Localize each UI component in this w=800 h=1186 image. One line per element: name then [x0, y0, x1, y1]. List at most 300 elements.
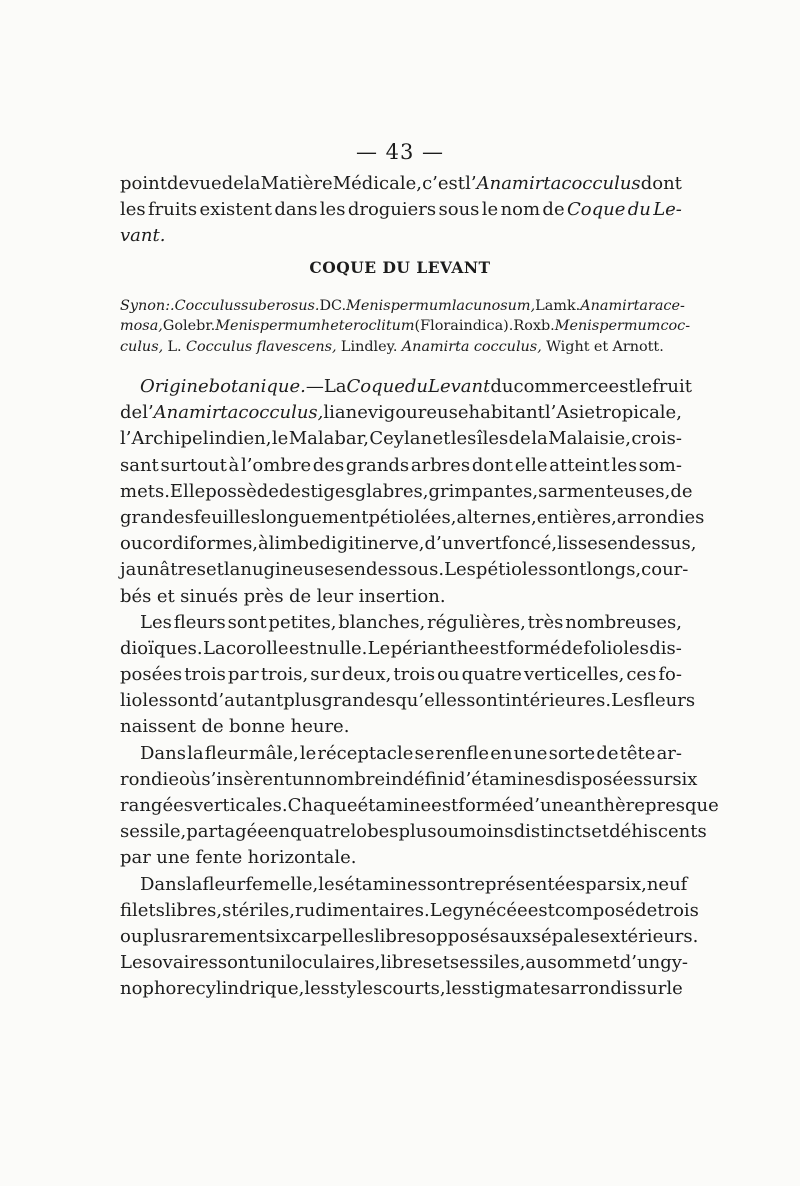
word: grandes	[120, 506, 194, 528]
word: droguiers	[347, 199, 437, 221]
word: possède	[205, 480, 279, 502]
word: la	[186, 873, 203, 895]
word: Roxb.	[513, 318, 555, 335]
word: Chaque	[287, 795, 358, 816]
word: Wight	[546, 338, 590, 355]
word: formé	[506, 637, 561, 659]
word: vert	[464, 533, 502, 555]
word: feuilles	[193, 506, 260, 528]
word: trois	[184, 664, 226, 686]
word: rangées	[120, 795, 193, 816]
italic-word: Le-	[653, 199, 682, 221]
word: sous	[438, 199, 480, 221]
text-line	[120, 688, 696, 714]
word: d’un	[424, 533, 465, 555]
word: les	[445, 978, 472, 1000]
word: le	[481, 199, 499, 221]
text-line	[120, 872, 688, 898]
word: mâle,	[248, 742, 299, 764]
word: Malaisie,	[548, 428, 631, 450]
word: réceptacle	[317, 742, 414, 764]
italic-word: Cocculus	[174, 298, 241, 314]
italic-word: mosa,	[120, 318, 163, 335]
word: nulle.	[316, 637, 368, 659]
word: verticales.	[193, 795, 288, 816]
word: corolle	[225, 637, 289, 659]
word: longs,	[586, 559, 642, 581]
text-line	[120, 171, 682, 197]
word: les	[318, 873, 344, 895]
word: et	[156, 585, 175, 607]
word: jaunâtres	[120, 559, 206, 581]
italic-word: lacunosum,	[451, 298, 536, 314]
word: Le	[367, 637, 391, 659]
word: fruit	[652, 376, 692, 397]
word: distincts	[513, 821, 592, 843]
italic-word: :.	[165, 298, 175, 314]
word: en	[490, 742, 513, 764]
word: fruits	[148, 199, 198, 221]
word: sur	[642, 768, 673, 790]
word: ovaires	[151, 952, 218, 974]
word: à	[258, 533, 269, 555]
word: représentées	[465, 873, 586, 895]
text-line	[120, 337, 682, 357]
word: sont	[547, 559, 587, 581]
word: ar-	[656, 742, 682, 764]
word: dioïques.	[120, 637, 203, 659]
word: où	[178, 768, 202, 790]
word: bés	[120, 585, 152, 607]
word: par	[120, 847, 151, 869]
word: dis-	[649, 637, 682, 659]
word: une	[156, 847, 191, 869]
word: indien,	[208, 428, 272, 450]
word: sont	[426, 873, 466, 895]
word: le	[299, 742, 317, 764]
word: gy-	[660, 952, 688, 974]
word: l’	[465, 173, 477, 194]
word: est	[527, 899, 555, 921]
word: le	[635, 376, 653, 397]
word: dont	[471, 454, 514, 476]
word: blanches,	[338, 611, 426, 633]
word: trois	[393, 664, 436, 686]
word: de	[670, 480, 693, 502]
text-line	[120, 400, 682, 426]
word: heure.	[290, 716, 350, 738]
word: régulières,	[427, 611, 526, 633]
word: Elle	[169, 480, 206, 502]
section-heading: COQUE DU LEVANT	[309, 258, 491, 277]
word: sépales	[531, 925, 600, 947]
word: très	[527, 611, 564, 633]
word: s’insèrent	[201, 768, 292, 790]
text-line	[120, 584, 682, 610]
word: indica).	[458, 318, 514, 335]
italic-word: du	[627, 199, 651, 221]
word: opposés	[425, 925, 500, 947]
word: som-	[638, 454, 682, 476]
italic-word: cocculus,	[473, 338, 542, 355]
word: L.	[167, 338, 182, 355]
word: sont	[227, 611, 267, 633]
word: de	[508, 428, 531, 450]
word: entières,	[536, 506, 617, 528]
text-line	[120, 793, 719, 819]
word: quatre	[290, 821, 351, 843]
italic-word: Anamirta	[153, 402, 239, 424]
word: folioles	[583, 637, 649, 659]
word: vigoureuse	[367, 402, 469, 424]
word: ou	[120, 925, 143, 947]
word: rondie	[120, 768, 179, 790]
word: Lamk.	[535, 298, 581, 314]
word: limbe	[268, 533, 320, 555]
word: sur	[310, 664, 340, 686]
word: Malabar,	[288, 428, 369, 450]
word: disposées	[554, 768, 643, 790]
word: lobes	[350, 821, 399, 843]
word: plus	[283, 690, 322, 712]
italic-word: Origine	[140, 376, 209, 397]
italic-word: culus,	[120, 338, 164, 355]
word: les	[304, 978, 331, 1000]
word: sorte	[548, 742, 596, 764]
word: foncé,	[501, 533, 558, 555]
word: lanugineuses	[223, 559, 344, 581]
word: et	[591, 821, 610, 843]
word: horizontale.	[247, 847, 357, 869]
word: DC.	[319, 298, 347, 314]
word: ou	[436, 821, 460, 843]
word: renfle	[435, 742, 490, 764]
word: et	[431, 952, 450, 974]
word: d’étamines	[454, 768, 555, 790]
word: naissent	[120, 716, 197, 738]
word: de	[542, 199, 565, 221]
word: Les	[611, 690, 643, 712]
word: point	[120, 173, 167, 194]
word: fo-	[658, 664, 682, 686]
word: le	[271, 428, 289, 450]
word: neuf	[646, 873, 688, 895]
word: la	[244, 173, 261, 194]
word: longuement	[259, 506, 369, 528]
word: en	[343, 559, 367, 581]
italic-word: heteroclitum	[320, 318, 415, 335]
text-line	[120, 557, 689, 583]
word: sur	[636, 978, 667, 1000]
word: des	[312, 454, 345, 476]
paragraph	[120, 741, 719, 872]
italic-word: Menispermum	[346, 298, 452, 314]
word: arbres	[410, 454, 471, 476]
word: d’autant	[206, 690, 284, 712]
word: de	[120, 402, 143, 424]
word: fleur	[202, 873, 246, 895]
text-line	[120, 741, 682, 767]
text-line	[120, 223, 682, 249]
italic-word: Synon	[120, 298, 166, 314]
word: arrondis	[559, 978, 637, 1000]
text-line	[120, 819, 707, 845]
text-line	[120, 296, 685, 316]
italic-word: flavescens,	[256, 338, 337, 355]
word: la	[187, 742, 204, 764]
word: digitinerve,	[319, 533, 425, 555]
word: des	[278, 480, 311, 502]
word: surtout	[160, 454, 227, 476]
italic-word: Menispermum	[554, 318, 661, 335]
word: et	[205, 559, 224, 581]
word: fente	[195, 847, 243, 869]
italic-word: race-	[647, 298, 685, 314]
text-line	[120, 898, 699, 924]
text-line	[120, 505, 705, 531]
word: nophore	[120, 978, 196, 1000]
word: libres,	[164, 899, 223, 921]
italic-word: botanique.	[208, 376, 306, 397]
word: est	[608, 376, 636, 397]
word: sessiles,	[449, 952, 526, 974]
word: composé	[554, 899, 636, 921]
word: indéfini	[385, 768, 455, 790]
paragraph	[120, 872, 699, 1003]
text-line	[120, 976, 682, 1002]
word: de	[596, 742, 619, 764]
word: de	[221, 173, 244, 194]
paragraph	[120, 374, 705, 610]
italic-word: Levant	[428, 376, 491, 397]
word: dessous.	[366, 559, 445, 581]
word: grimpantes,	[428, 480, 539, 502]
word: se	[414, 742, 435, 764]
word: grandes	[321, 690, 396, 712]
word: styles	[330, 978, 383, 1000]
word: arrondies	[616, 506, 705, 528]
text-line	[120, 714, 682, 740]
word: formée	[458, 795, 523, 816]
word: —	[305, 376, 324, 397]
word: c’est	[422, 173, 465, 194]
word: fleurs	[642, 690, 696, 712]
word: l’ombre	[240, 454, 312, 476]
word: nombre	[314, 768, 386, 790]
word: Dans	[140, 742, 186, 764]
word: nombreuses,	[565, 611, 682, 633]
italic-word: coc-	[660, 318, 691, 335]
word: tête	[619, 742, 656, 764]
word: dont	[640, 173, 682, 194]
word: sant	[120, 454, 159, 476]
word: pétioles	[475, 559, 548, 581]
word: crois-	[631, 428, 682, 450]
word: Ceylan	[369, 428, 433, 450]
word: tropicale,	[595, 402, 682, 424]
italic-word: Coque	[566, 199, 626, 221]
word: rudimentaires.	[295, 899, 430, 921]
italic-word: Anamirta	[401, 338, 470, 355]
word: est	[288, 637, 316, 659]
word: filets	[120, 899, 165, 921]
word: de	[167, 173, 190, 194]
word: lisses	[557, 533, 608, 555]
word: rarement	[180, 925, 266, 947]
text-line	[120, 950, 688, 976]
word: Les	[120, 952, 152, 974]
word: La	[202, 637, 226, 659]
word: insertion.	[358, 585, 446, 607]
word: deux,	[341, 664, 392, 686]
word: étamine	[357, 795, 432, 816]
body-text	[120, 374, 719, 1003]
word: l’	[142, 402, 154, 424]
word: posées	[120, 664, 183, 686]
word: trois,	[260, 664, 309, 686]
word: plus	[398, 821, 437, 843]
word: six	[265, 925, 291, 947]
italic-word: cocculus	[561, 173, 641, 194]
italic-word: Anamirta	[476, 173, 562, 194]
word: grands	[345, 454, 410, 476]
word: sessile,	[120, 821, 187, 843]
word: d’un	[619, 952, 661, 974]
word: périanthe	[390, 637, 479, 659]
word: sont	[217, 952, 257, 974]
word: les	[319, 199, 346, 221]
word: Médicale,	[332, 173, 422, 194]
italic-word: Cocculus	[185, 338, 253, 355]
word: d’une	[522, 795, 574, 816]
word: Lindley.	[340, 338, 398, 355]
italic-word: vant.	[120, 225, 166, 247]
word: leur	[316, 585, 354, 607]
word: libres	[380, 952, 432, 974]
word: ces	[626, 664, 657, 686]
word: sinués	[180, 585, 239, 607]
word: verticelles,	[524, 664, 625, 686]
word: extérieurs.	[599, 925, 699, 947]
word: commerce	[513, 376, 609, 397]
word: habitant	[468, 402, 545, 424]
word: sont	[168, 690, 207, 712]
text-line	[120, 636, 682, 662]
word: fleurs	[173, 611, 226, 633]
word: lioles	[120, 690, 168, 712]
word: gynécée	[452, 899, 528, 921]
intro-paragraph	[120, 171, 682, 250]
word: le	[666, 978, 683, 1000]
word: Matière	[260, 173, 333, 194]
text-line	[120, 531, 697, 557]
word: moins	[459, 821, 514, 843]
word: par	[585, 873, 616, 895]
italic-word: Menispermum	[215, 318, 321, 335]
word: l’Archipel	[120, 428, 209, 450]
word: de	[201, 716, 224, 738]
word: existent	[199, 199, 272, 221]
word: de	[560, 637, 584, 659]
word: dans	[274, 199, 318, 221]
text-line	[120, 374, 692, 400]
word: ou	[120, 533, 143, 555]
word: cylindrique,	[195, 978, 305, 1000]
word: quatre	[461, 664, 522, 686]
word: et	[593, 338, 609, 355]
word: les	[120, 199, 146, 221]
word: liane	[323, 402, 368, 424]
synonym-list	[120, 296, 691, 357]
word: plus	[142, 925, 181, 947]
word: anthère	[573, 795, 645, 816]
word: petites,	[268, 611, 337, 633]
word: partagée	[186, 821, 268, 843]
word: stigmates	[471, 978, 560, 1000]
text-line	[120, 662, 682, 688]
italic-word: Coque	[346, 376, 405, 397]
word: (Flora	[414, 318, 459, 335]
word: l’Asie	[544, 402, 596, 424]
word: trois	[657, 899, 699, 921]
italic-word: Anamirta	[580, 298, 648, 314]
word: fleur	[204, 742, 248, 764]
word: uniloculaires,	[256, 952, 381, 974]
word: dessus,	[629, 533, 697, 555]
text-line	[120, 316, 691, 336]
word: femelle,	[245, 873, 319, 895]
italic-word: cocculus,	[238, 402, 324, 424]
text-line	[120, 453, 682, 479]
word: îles	[476, 428, 509, 450]
word: cordiformes,	[142, 533, 259, 555]
text-line	[120, 197, 682, 223]
word: un	[291, 768, 315, 790]
text-line	[120, 924, 699, 950]
word: cour-	[641, 559, 689, 581]
word: Les	[444, 559, 476, 581]
word: bonne	[229, 716, 286, 738]
word: vue	[189, 173, 222, 194]
word: une	[513, 742, 548, 764]
word: et	[432, 428, 451, 450]
word: au	[525, 952, 548, 974]
word: Le	[429, 899, 453, 921]
word: étamines	[343, 873, 427, 895]
word: près	[243, 585, 284, 607]
word: Golebr.	[162, 318, 216, 335]
word: en	[607, 533, 630, 555]
word: est	[479, 637, 507, 659]
word: courts,	[382, 978, 446, 1000]
word: à	[228, 454, 240, 476]
word: de	[288, 585, 312, 607]
word: Arnott.	[612, 338, 664, 355]
word: glabres,	[354, 480, 429, 502]
word: libres	[373, 925, 426, 947]
word: Les	[140, 611, 172, 633]
word: tiges	[310, 480, 355, 502]
word: six	[672, 768, 698, 790]
text-line	[120, 767, 698, 793]
word: aux	[499, 925, 532, 947]
word: presque	[644, 795, 719, 816]
word: stériles,	[222, 899, 296, 921]
word: la	[531, 428, 548, 450]
word: alternes,	[456, 506, 537, 528]
word: La	[323, 376, 347, 397]
word: mets.	[120, 480, 170, 502]
